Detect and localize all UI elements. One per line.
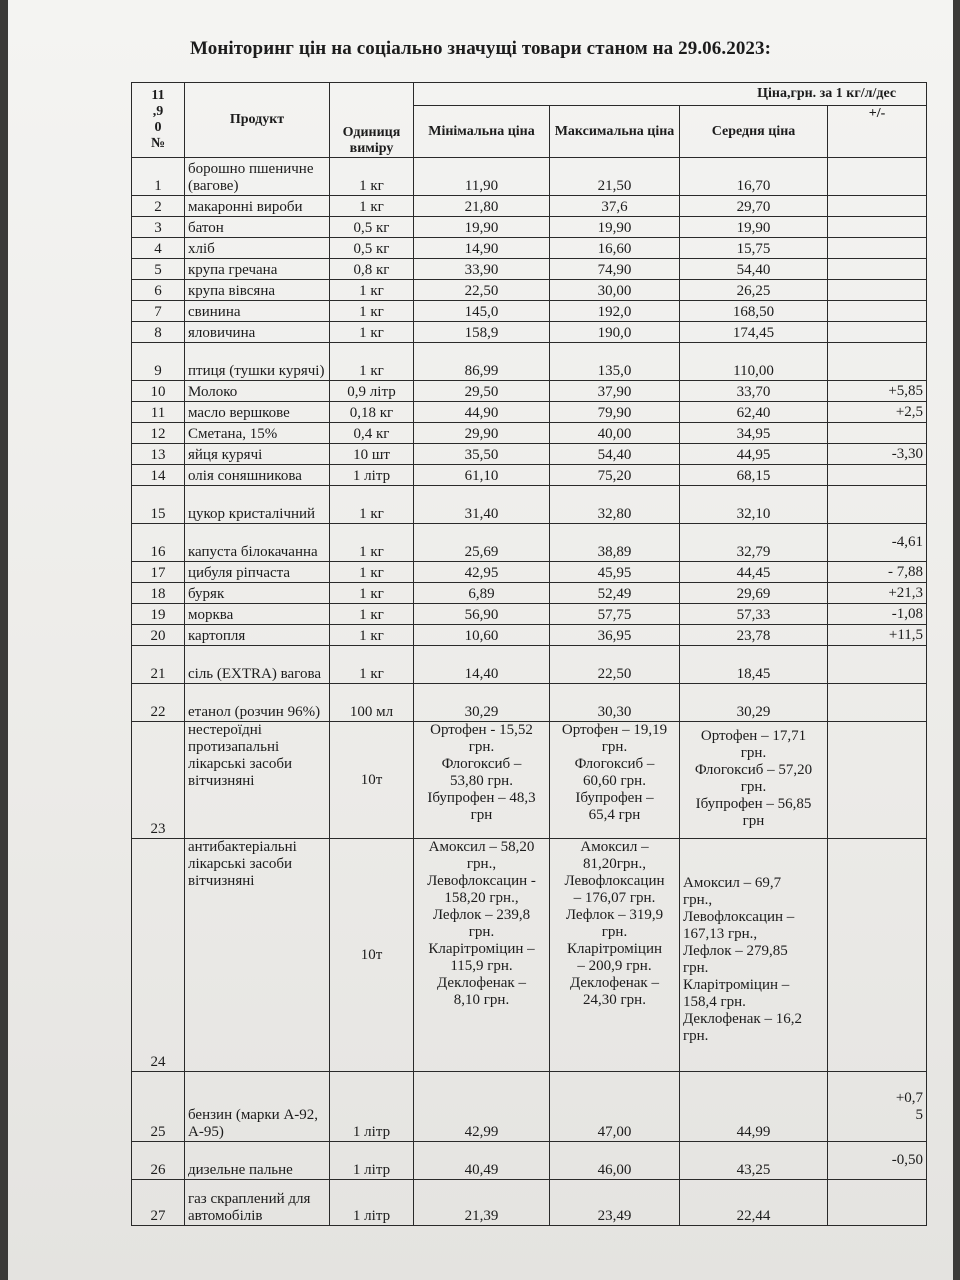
- row-product: птиця (тушки курячі): [185, 343, 330, 381]
- row-max-price: Ортофен – 19,19 грн. Флогоксиб – 60,60 грн. Ібупрофен – 65,4 грн: [550, 722, 680, 839]
- row-product: капуста білокачанна: [185, 524, 330, 562]
- row-unit: 0,8 кг: [330, 259, 414, 280]
- row-unit: 1 кг: [330, 646, 414, 684]
- row-number: 24: [132, 839, 185, 1072]
- table-row: [132, 381, 927, 402]
- fuel-table-body: [132, 1072, 927, 1226]
- row-avg-price: 26,25: [680, 280, 828, 301]
- row-min-price: Амоксил – 58,20 грн., Левофлоксацин - 158,20 грн., Лефлок – 239,8 грн. Кларітроміцин – 115,9 грн. Деклофенак – 8,10 грн.: [414, 839, 550, 1072]
- table-row: [132, 604, 927, 625]
- table-row: [132, 1180, 927, 1226]
- row-number: 13: [132, 444, 185, 465]
- row-change: +0,7 5: [828, 1072, 927, 1142]
- row-avg-price: 174,45: [680, 322, 828, 343]
- table-row: [132, 486, 927, 524]
- row-product: яйця курячі: [185, 444, 330, 465]
- row-number: 18: [132, 583, 185, 604]
- row-number: 11: [132, 402, 185, 423]
- table-row: [132, 196, 927, 217]
- row-product: крупа вівсяна: [185, 280, 330, 301]
- row-min-price: 33,90: [414, 259, 550, 280]
- row-number: 8: [132, 322, 185, 343]
- row-unit: 1 кг: [330, 280, 414, 301]
- table-row: [132, 722, 927, 839]
- row-max-price: 30,00: [550, 280, 680, 301]
- row-avg-price: 110,00: [680, 343, 828, 381]
- price-table: [131, 82, 927, 1226]
- row-avg-price: 34,95: [680, 423, 828, 444]
- row-product: дизельне пальне: [185, 1142, 330, 1180]
- document-title: Моніторинг цін на соціально значущі товари станом на 29.06.2023:: [189, 38, 772, 59]
- row-product: буряк: [185, 583, 330, 604]
- row-unit: 1 літр: [330, 465, 414, 486]
- row-avg-price: 29,70: [680, 196, 828, 217]
- header-avg-price: Середня ціна: [680, 106, 828, 158]
- row-unit: 1 кг: [330, 301, 414, 322]
- table-row: [132, 684, 927, 722]
- table-row: [132, 423, 927, 444]
- row-change: [828, 196, 927, 217]
- row-unit: 1 кг: [330, 486, 414, 524]
- row-product: цукор кристалічний: [185, 486, 330, 524]
- row-change: [828, 486, 927, 524]
- row-min-price: 29,90: [414, 423, 550, 444]
- row-product: макаронні вироби: [185, 196, 330, 217]
- row-min-price: 25,69: [414, 524, 550, 562]
- row-max-price: Амоксил – 81,20грн., Левофлоксацин – 176,07 грн. Лефлок – 319,9 грн. Кларітроміцин – 200,9 грн. Деклофенак – 24,30 грн.: [550, 839, 680, 1072]
- row-change: [828, 259, 927, 280]
- document-page: [8, 0, 953, 1280]
- table-row: [132, 625, 927, 646]
- row-product: крупа гречана: [185, 259, 330, 280]
- row-avg-price: 33,70: [680, 381, 828, 402]
- row-min-price: 44,90: [414, 402, 550, 423]
- row-max-price: 23,49: [550, 1180, 680, 1226]
- table-row: [132, 583, 927, 604]
- table-row: [132, 646, 927, 684]
- row-min-price: 14,40: [414, 646, 550, 684]
- row-min-price: 6,89: [414, 583, 550, 604]
- row-min-price: 30,29: [414, 684, 550, 722]
- table-row: [132, 839, 927, 1072]
- header-max-price: Максимальна ціна: [550, 106, 680, 158]
- row-unit: 1 кг: [330, 322, 414, 343]
- row-change: [828, 158, 927, 196]
- row-avg-price: 62,40: [680, 402, 828, 423]
- row-number: 5: [132, 259, 185, 280]
- row-unit: 10т: [330, 722, 414, 839]
- row-unit: 1 кг: [330, 524, 414, 562]
- row-change: [828, 217, 927, 238]
- row-avg-price: 29,69: [680, 583, 828, 604]
- table-body: [132, 158, 927, 722]
- table-row: [132, 238, 927, 259]
- row-avg-price: 57,33: [680, 604, 828, 625]
- row-avg-price: 18,45: [680, 646, 828, 684]
- row-unit: 10т: [330, 839, 414, 1072]
- row-change: - 7,88: [828, 562, 927, 583]
- row-unit: 10 шт: [330, 444, 414, 465]
- row-product: етанол (розчин 96%): [185, 684, 330, 722]
- row-change: +2,5: [828, 402, 927, 423]
- table-row: [132, 158, 927, 196]
- row-change: [828, 465, 927, 486]
- row-unit: 1 кг: [330, 158, 414, 196]
- row-product: яловичина: [185, 322, 330, 343]
- row-number: 6: [132, 280, 185, 301]
- row-change: -1,08: [828, 604, 927, 625]
- table-row: [132, 465, 927, 486]
- header-product: Продукт: [185, 83, 330, 158]
- row-change: [828, 646, 927, 684]
- row-product: масло вершкове: [185, 402, 330, 423]
- table-row: [132, 343, 927, 381]
- row-avg-price: Амоксил – 69,7 грн., Левофлоксацин – 167,13 грн., Лефлок – 279,85 грн. Кларітроміцин – 158,4 грн. Деклофенак – 16,2 грн.: [680, 839, 828, 1072]
- row-max-price: 75,20: [550, 465, 680, 486]
- row-unit: 1 кг: [330, 343, 414, 381]
- table-row: [132, 322, 927, 343]
- row-product: олія соняшникова: [185, 465, 330, 486]
- row-number: 19: [132, 604, 185, 625]
- row-unit: 1 літр: [330, 1072, 414, 1142]
- row-min-price: 11,90: [414, 158, 550, 196]
- row-min-price: 14,90: [414, 238, 550, 259]
- row-avg-price: 32,79: [680, 524, 828, 562]
- row-avg-price: 16,70: [680, 158, 828, 196]
- row-product: Сметана, 15%: [185, 423, 330, 444]
- row-max-price: 37,90: [550, 381, 680, 402]
- row-unit: 1 кг: [330, 196, 414, 217]
- header-min-price: Мінімальна ціна: [414, 106, 550, 158]
- row-avg-price: 22,44: [680, 1180, 828, 1226]
- row-change: -0,50: [828, 1142, 927, 1180]
- row-product: сіль (EXTRA) вагова: [185, 646, 330, 684]
- row-unit: 1 кг: [330, 583, 414, 604]
- row-avg-price: 44,95: [680, 444, 828, 465]
- row-unit: 1 кг: [330, 625, 414, 646]
- row-max-price: 52,49: [550, 583, 680, 604]
- row-max-price: 45,95: [550, 562, 680, 583]
- row-min-price: Ортофен - 15,52 грн. Флогоксиб – 53,80 грн. Ібупрофен – 48,3 грн: [414, 722, 550, 839]
- row-min-price: 56,90: [414, 604, 550, 625]
- row-max-price: 32,80: [550, 486, 680, 524]
- row-max-price: 46,00: [550, 1142, 680, 1180]
- row-number: 12: [132, 423, 185, 444]
- header-unit: Одиниця виміру: [330, 83, 414, 158]
- row-avg-price: 43,25: [680, 1142, 828, 1180]
- row-max-price: 47,00: [550, 1072, 680, 1142]
- table-row: [132, 444, 927, 465]
- row-avg-price: 19,90: [680, 217, 828, 238]
- row-change: [828, 322, 927, 343]
- header-change: +/-: [828, 106, 927, 158]
- row-max-price: 40,00: [550, 423, 680, 444]
- row-min-price: 19,90: [414, 217, 550, 238]
- row-product: нестероїдні протизапальні лікарські засоби вітчизняні: [185, 722, 330, 839]
- row-min-price: 31,40: [414, 486, 550, 524]
- row-max-price: 36,95: [550, 625, 680, 646]
- row-change: -4,61: [828, 524, 927, 562]
- row-max-price: 37,6: [550, 196, 680, 217]
- row-max-price: 38,89: [550, 524, 680, 562]
- row-product: Молоко: [185, 381, 330, 402]
- row-unit: 1 кг: [330, 604, 414, 625]
- row-number: 10: [132, 381, 185, 402]
- row-min-price: 40,49: [414, 1142, 550, 1180]
- row-number: 23: [132, 722, 185, 839]
- row-change: [828, 423, 927, 444]
- table-row: [132, 402, 927, 423]
- row-unit: 0,18 кг: [330, 402, 414, 423]
- row-change: [828, 839, 927, 1072]
- row-min-price: 21,80: [414, 196, 550, 217]
- row-number: 26: [132, 1142, 185, 1180]
- row-unit: 0,9 літр: [330, 381, 414, 402]
- row-number: 14: [132, 465, 185, 486]
- table-row: [132, 217, 927, 238]
- row-avg-price: 23,78: [680, 625, 828, 646]
- row-number: 25: [132, 1072, 185, 1142]
- row-unit: 1 літр: [330, 1142, 414, 1180]
- row-unit: 1 кг: [330, 562, 414, 583]
- row-min-price: 35,50: [414, 444, 550, 465]
- row-max-price: 74,90: [550, 259, 680, 280]
- table-row: [132, 562, 927, 583]
- row-avg-price: 44,99: [680, 1072, 828, 1142]
- table-row: [132, 259, 927, 280]
- row-product: цибуля ріпчаста: [185, 562, 330, 583]
- row-avg-price: 168,50: [680, 301, 828, 322]
- row-product: хліб: [185, 238, 330, 259]
- row-product: антибактеріальні лікарські засоби вітчизняні: [185, 839, 330, 1072]
- row-number: 27: [132, 1180, 185, 1226]
- row-product: морква: [185, 604, 330, 625]
- row-max-price: 19,90: [550, 217, 680, 238]
- row-min-price: 21,39: [414, 1180, 550, 1226]
- row-change: [828, 280, 927, 301]
- row-max-price: 22,50: [550, 646, 680, 684]
- row-number: 15: [132, 486, 185, 524]
- row-number: 2: [132, 196, 185, 217]
- row-min-price: 10,60: [414, 625, 550, 646]
- row-change: [828, 722, 927, 839]
- row-max-price: 190,0: [550, 322, 680, 343]
- table-row: [132, 1072, 927, 1142]
- row-number: 1: [132, 158, 185, 196]
- row-product: газ скраплений для автомобілів: [185, 1180, 330, 1226]
- row-product: картопля: [185, 625, 330, 646]
- row-change: +5,85: [828, 381, 927, 402]
- row-product: борошно пшеничне (вагове): [185, 158, 330, 196]
- row-unit: 0,5 кг: [330, 238, 414, 259]
- row-min-price: 42,99: [414, 1072, 550, 1142]
- row-avg-price: 68,15: [680, 465, 828, 486]
- row-max-price: 30,30: [550, 684, 680, 722]
- row-max-price: 57,75: [550, 604, 680, 625]
- row-change: +11,5: [828, 625, 927, 646]
- row-max-price: 21,50: [550, 158, 680, 196]
- row-number: 7: [132, 301, 185, 322]
- row-max-price: 192,0: [550, 301, 680, 322]
- row-min-price: 145,0: [414, 301, 550, 322]
- row-unit: 0,4 кг: [330, 423, 414, 444]
- table-row: [132, 1142, 927, 1180]
- header-number: 11 ,9 0 №: [132, 83, 185, 158]
- row-min-price: 158,9: [414, 322, 550, 343]
- row-number: 4: [132, 238, 185, 259]
- row-min-price: 61,10: [414, 465, 550, 486]
- row-change: [828, 684, 927, 722]
- row-avg-price: 32,10: [680, 486, 828, 524]
- row-avg-price: 54,40: [680, 259, 828, 280]
- row-change: [828, 343, 927, 381]
- row-avg-price: Ортофен – 17,71 грн. Флогоксиб – 57,20 грн. Ібупрофен – 56,85 грн: [680, 722, 828, 839]
- row-number: 16: [132, 524, 185, 562]
- table-row: [132, 301, 927, 322]
- medicine-rows: [132, 722, 927, 1072]
- row-max-price: 79,90: [550, 402, 680, 423]
- row-number: 3: [132, 217, 185, 238]
- row-number: 20: [132, 625, 185, 646]
- table-row: [132, 280, 927, 301]
- row-max-price: 16,60: [550, 238, 680, 259]
- row-unit: 0,5 кг: [330, 217, 414, 238]
- row-change: [828, 238, 927, 259]
- row-product: батон: [185, 217, 330, 238]
- row-min-price: 29,50: [414, 381, 550, 402]
- row-product: бензин (марки А-92, А-95): [185, 1072, 330, 1142]
- row-change: -3,30: [828, 444, 927, 465]
- row-number: 22: [132, 684, 185, 722]
- row-avg-price: 15,75: [680, 238, 828, 259]
- row-change: [828, 301, 927, 322]
- row-unit: 1 літр: [330, 1180, 414, 1226]
- row-product: свинина: [185, 301, 330, 322]
- row-unit: 100 мл: [330, 684, 414, 722]
- table-row: [132, 524, 927, 562]
- row-number: 17: [132, 562, 185, 583]
- row-min-price: 42,95: [414, 562, 550, 583]
- row-max-price: 54,40: [550, 444, 680, 465]
- row-change: +21,3: [828, 583, 927, 604]
- row-number: 21: [132, 646, 185, 684]
- row-min-price: 86,99: [414, 343, 550, 381]
- row-max-price: 135,0: [550, 343, 680, 381]
- row-number: 9: [132, 343, 185, 381]
- header-price-group: Ціна,грн. за 1 кг/л/дес: [414, 83, 927, 106]
- row-avg-price: 30,29: [680, 684, 828, 722]
- row-min-price: 22,50: [414, 280, 550, 301]
- row-avg-price: 44,45: [680, 562, 828, 583]
- row-change: [828, 1180, 927, 1226]
